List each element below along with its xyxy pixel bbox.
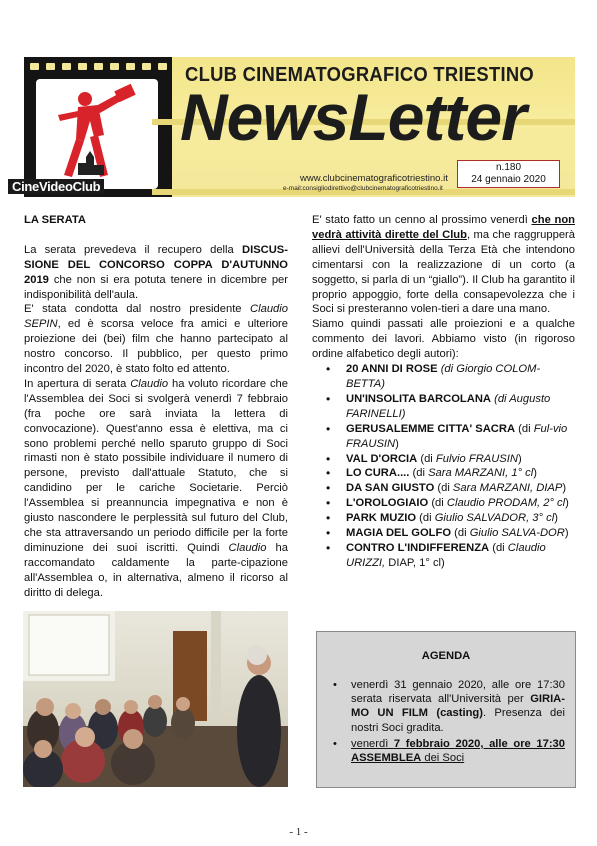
list-item: • PARK MUZIO (di Giulio SALVADOR, 3° cl) <box>326 511 575 526</box>
paragraph-president: E' stata condotta dal nostro presidente Claudio SEPIN, ed è scorsa veloce fra amici e ulteriore proiezione dei (bei) film che hanno partecipato al nostro concorso. Il pubblico, per questo primo incontro del 2020, è stato folto ed attento. <box>24 303 288 376</box>
list-item: • CONTRO L'INDIFFERENZA (di Claudio URIZZI, DIAP, 1° cl) <box>326 541 575 571</box>
list-item: • 20 ANNI DI ROSE (di Giorgio COLOM-BETTA) <box>326 362 575 392</box>
audience-photo-icon <box>23 611 288 787</box>
page-number: - 1 - <box>289 826 308 838</box>
brand-label: CineVideoClub <box>8 179 104 194</box>
list-item: • L'OROLOGIAIO (di Claudio PRODAM, 2° cl) <box>326 496 575 511</box>
email-link[interactable]: e-mail:consigliodirettivo@clubcinematograficotriestino.it <box>283 185 443 192</box>
list-item: • LO CURA.... (di Sara MARZANI, 1° cl) <box>326 466 575 481</box>
agenda-title: AGENDA <box>421 650 471 662</box>
club-name: CLUB CINEMATOGRAFICO TRIESTINO <box>185 64 535 86</box>
agenda-item: • venerdì 31 gennaio 2020, alle ore 17:30 serata riservata all'Università per GIRIA-MO UN FILM (casting). Presenza dei nostri Soci gradita. <box>333 678 565 735</box>
paragraph-next-friday: E' stato fatto un cenno al prossimo venerdì che non vedrà attività dirette del Club, ma che raggrupperà allievi dell'Università della Terza Età che intendono cimentarsi con la realizzazione di un corto (a soggetto, si parla di un “giallo”). Il Club ha garantito il proprio appoggio, forte della consapevolezza che i Soci si presteranno volen-tieri a dare una mano. <box>312 214 575 316</box>
issue-number: n.180 <box>495 162 522 173</box>
paragraph-assembly: In apertura di serata Claudio ha voluto ricordare che l'Assemblea dei Soci si svolgerà venerdì 7 febbraio (fra poche ore sarà inviata la lettera di convocazione). Quest'anno essa è elettiva, ma ci sono problemi perché nello sparuto gruppo di Soci rimasti non è stato possibile individuare il numero di persone, previsto dall'attuale Statuto, che si candidino per le cariche Societarie. Perciò l'Assemblea si preannuncia impegnativa e non è giusto nascondere le perplessità sul futuro del Club, che sta attraversando un periodo difficile per la forte diminuzione dei suoi iscritti. Quindi Claudio ha raccomandato caldamente la parte-cipazione all'Assemblea o, in alternativa, almeno il ricorso al diritto di delega. <box>24 377 288 599</box>
issue-date: 24 gennaio 2020 <box>471 174 546 185</box>
list-item: • MAGIA DEL GOLFO (di Giulio SALVA-DOR) <box>326 526 575 541</box>
issue-box <box>457 160 560 188</box>
agenda-item: • venerdì 7 febbraio 2020, alle ore 17:30 ASSEMBLEA dei Soci <box>333 737 565 765</box>
club-logo-icon <box>38 81 156 185</box>
agenda-list <box>333 678 565 765</box>
list-item: • UN'INSOLITA BARCOLANA (di Augusto FARINELLI) <box>326 392 575 422</box>
right-column <box>312 213 575 571</box>
list-item: • GERUSALEMME CITTA' SACRA (di Ful-vio FRAUSIN) <box>326 422 575 452</box>
website-link[interactable]: www.clubcinematograficotriestino.it <box>300 173 448 184</box>
section-title: LA SERATA <box>24 214 86 226</box>
list-item: • DA SAN GIUSTO (di Sara MARZANI, DIAP) <box>326 481 575 496</box>
paragraph-projections: Siamo quindi passati alle proiezioni e a qualche commento dei lavori. Abbiamo visto (in rigoroso ordine alfabetico degli autori): <box>312 318 575 361</box>
list-item: • VAL D'ORCIA (di Fulvio FRAUSIN) <box>326 452 575 467</box>
film-list <box>326 362 575 571</box>
agenda-box <box>316 631 576 788</box>
filmstrip-logo <box>24 57 172 197</box>
event-photo <box>23 611 288 787</box>
left-column <box>24 213 288 601</box>
paragraph-intro: La serata prevedeva il recupero della DISCUS-SIONE DEL CONCORSO COPPA D'AUTUNNO 2019 che non si era potuta tenere in dicembre per indisponibilità dell'aula. <box>24 243 288 301</box>
newsletter-title: NewsLetter <box>180 80 526 154</box>
